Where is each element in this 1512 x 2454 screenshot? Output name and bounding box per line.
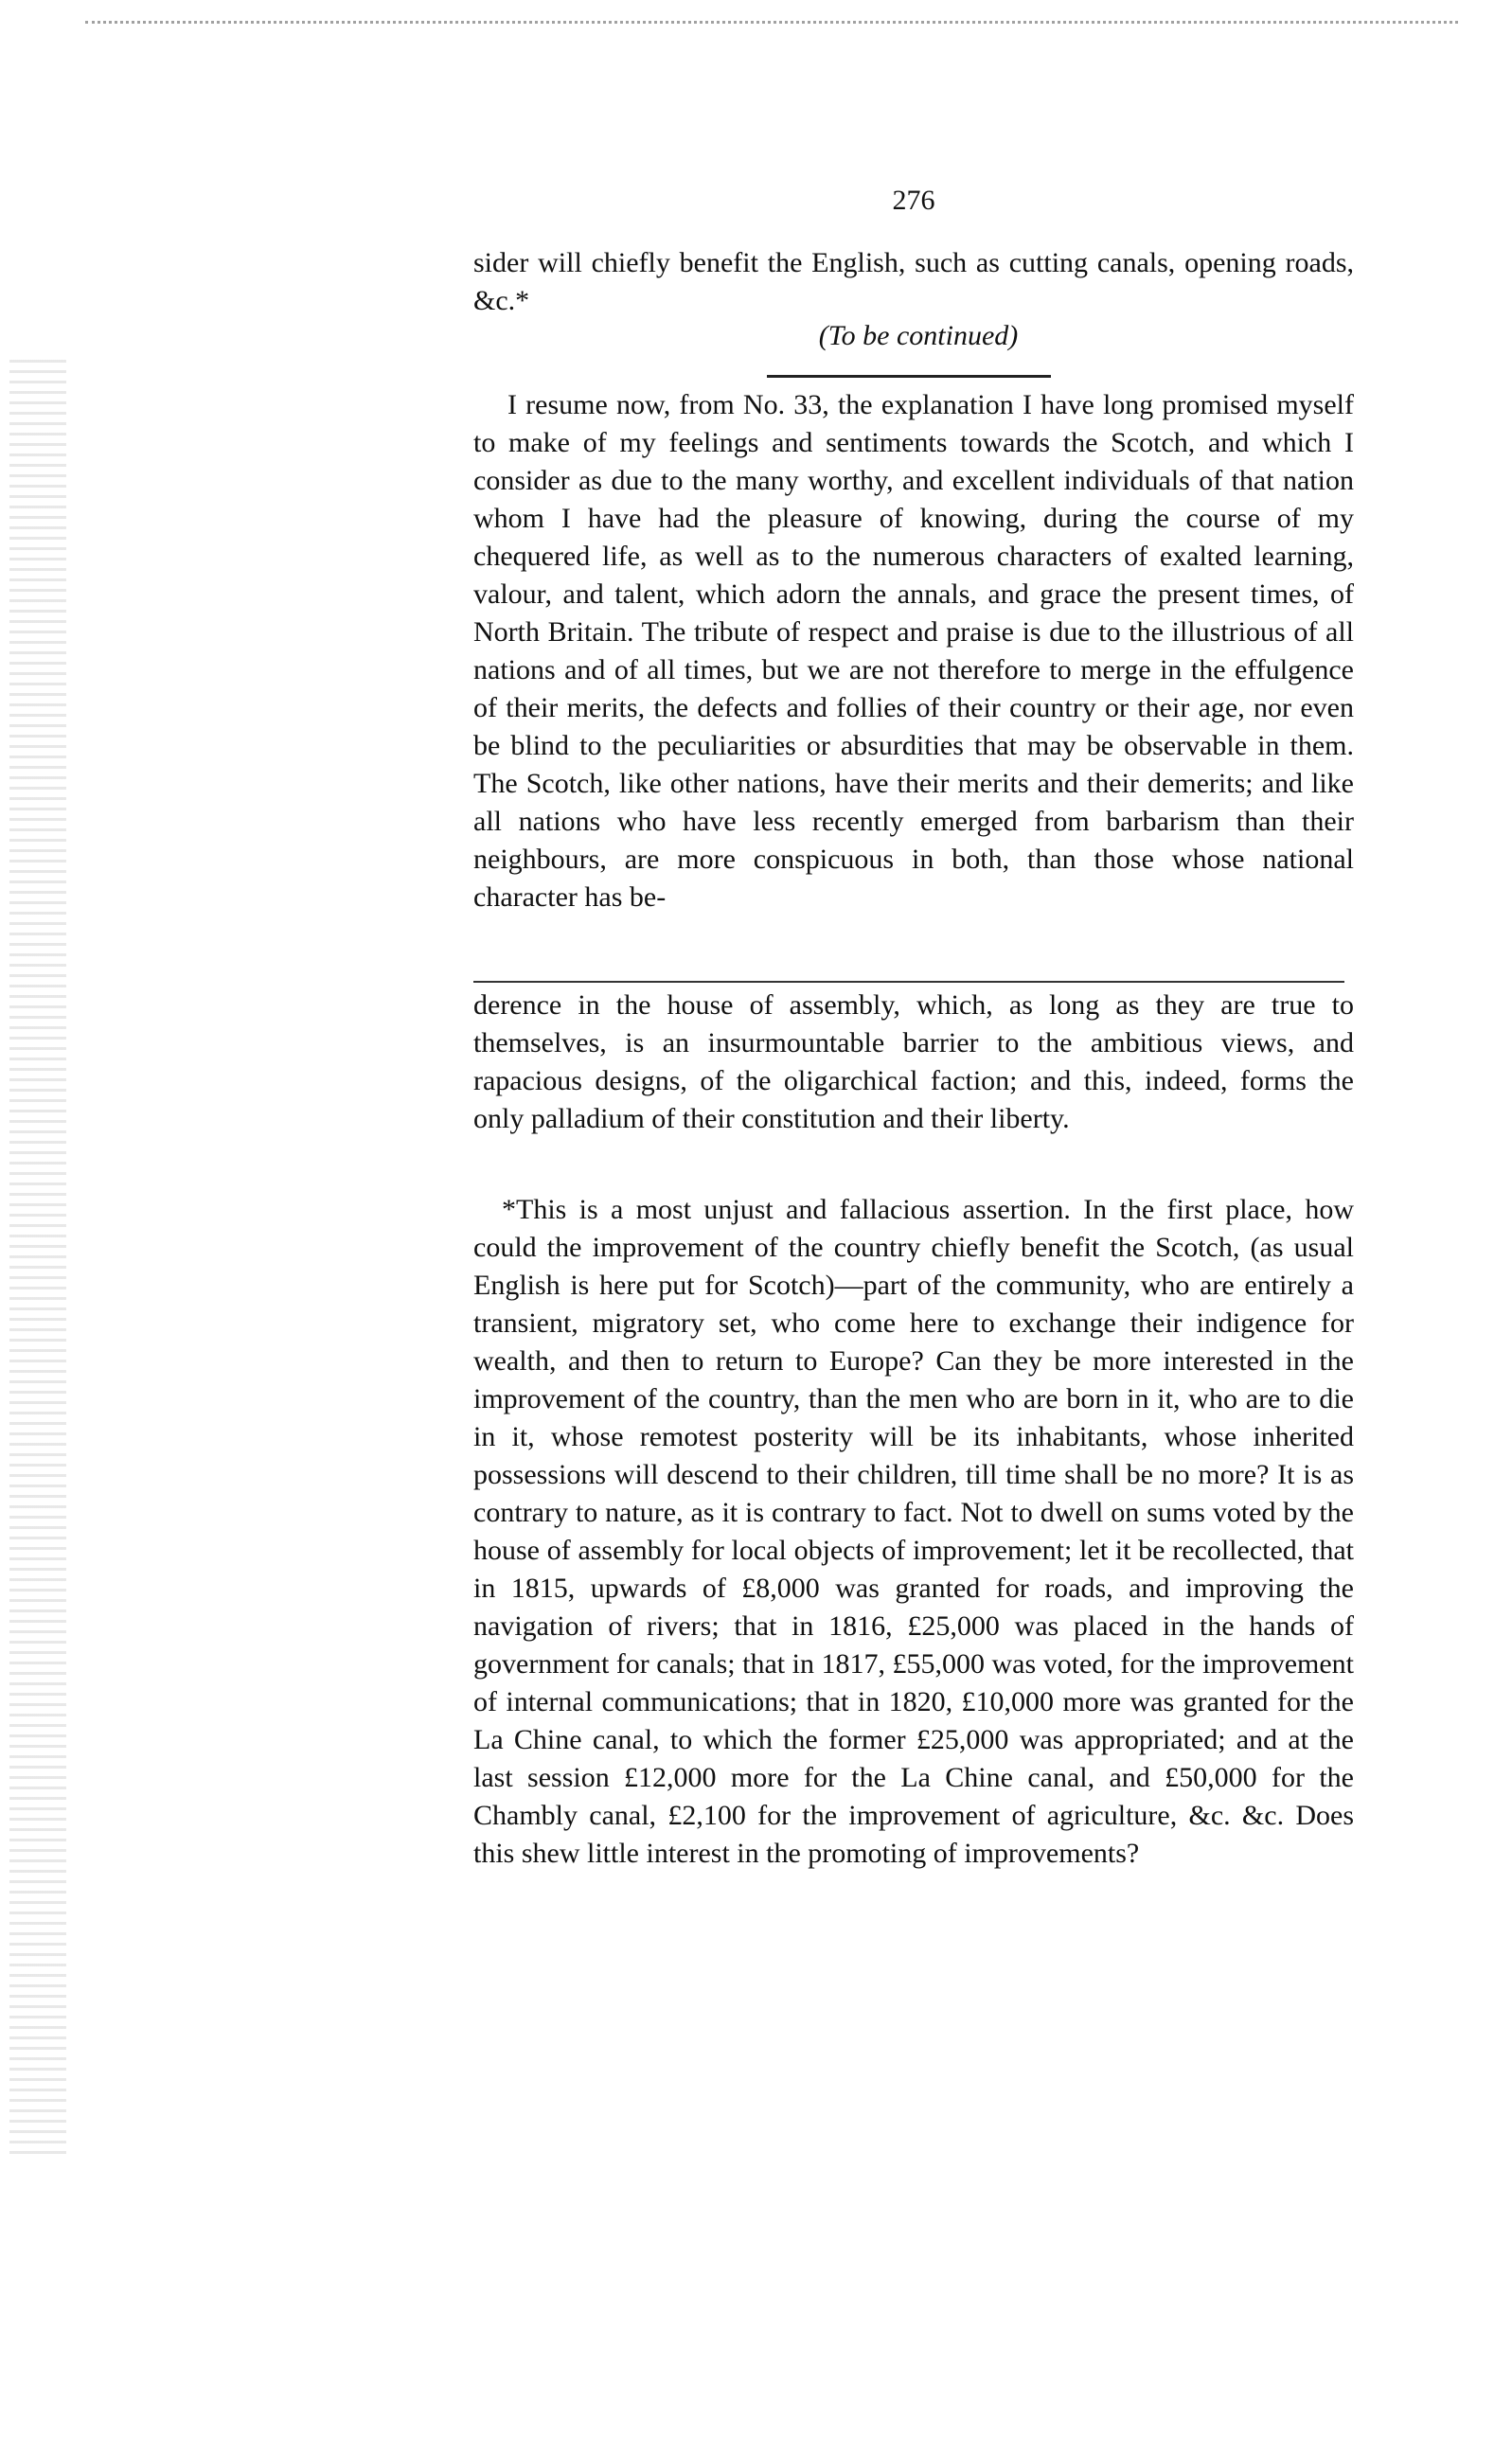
scan-margin-noise (9, 360, 66, 2159)
footnote-block (473, 1191, 1354, 1873)
footnote: *This is a most unjust and fallacious assertion. In the first place, how could the improvement of the country chiefly benefit the Scotch, (as usual English is here put for Scotch)—part of the community, who are entirely a transient, migratory set, who come here to exchange their indigence for wealth, and then to return to Europe? Can they be more interested in the improvement of the country, than the men who are born in it, who are to die in it, whose remotest posterity will be its inhabitants, whose inherited possessions will descend to their children, till time shall be no more? It is as contrary to nature, as it is contrary to fact. Not to dwell on sums voted by the house of assembly for local objects of improvement; let it be recollected, that in 1815, upwards of £8,000 was granted for roads, and improving the navigation of rivers; that in 1816, £25,000 was placed in the hands of government for canals; that in 1817, £55,000 was voted, for the improvement of internal communications; that in 1820, £10,000 more was granted for the La Chine canal, to which the former £25,000 was appropriated; and at the last session £12,000 more for the La Chine canal, and £50,000 for the Chambly canal, £2,100 for the improvement of agriculture, &c. &c. Does this shew little interest in the promoting of improvements? (473, 1194, 1354, 1869)
footnote-continuation-block (473, 987, 1354, 1138)
footnote-continuation: derence in the house of assembly, which, as long as they are true to themselves, is an insurmountable barrier to the ambitious views, and rapacious designs, of the oligarchical faction; and this, indeed, forms the only palladium of their constitution and their liberty. (473, 989, 1354, 1134)
main-paragraph-block (473, 386, 1354, 916)
section-rule (767, 375, 1051, 378)
opening-text: sider will chiefly benefit the English, such as cutting canals, opening roads, &c.* (473, 247, 1354, 316)
main-paragraph: I resume now, from No. 33, the explanation I have long promised myself to make of my feelings and sentiments towards the Scotch, and which I consider as due to the many worthy, and excellent individuals of that nation whom I have had the pleasure of knowing, during the course of my chequered life, as well as to the numerous characters of exalted learning, valour, and talent, which adorn the annals, and grace the present times, of North Britain. The tribute of respect and praise is due to the illustrious of all nations and of all times, but we are not therefore to merge in the effulgence of their merits, the defects and follies of their country or their age, nor even be blind to the peculiarities or absurdities that may be observable in them. The Scotch, like other nations, have their merits and their demerits; and like all nations who have less recently emerged from barbarism than their neighbours, are more conspicuous in both, than those whose national character has be- (473, 389, 1354, 913)
footnote-divider (473, 981, 1344, 983)
page-number: 276 (892, 185, 935, 216)
opening-text-block (473, 244, 1354, 320)
scan-edge-noise (85, 21, 1458, 33)
continued-note: (To be continued) (818, 320, 1019, 351)
